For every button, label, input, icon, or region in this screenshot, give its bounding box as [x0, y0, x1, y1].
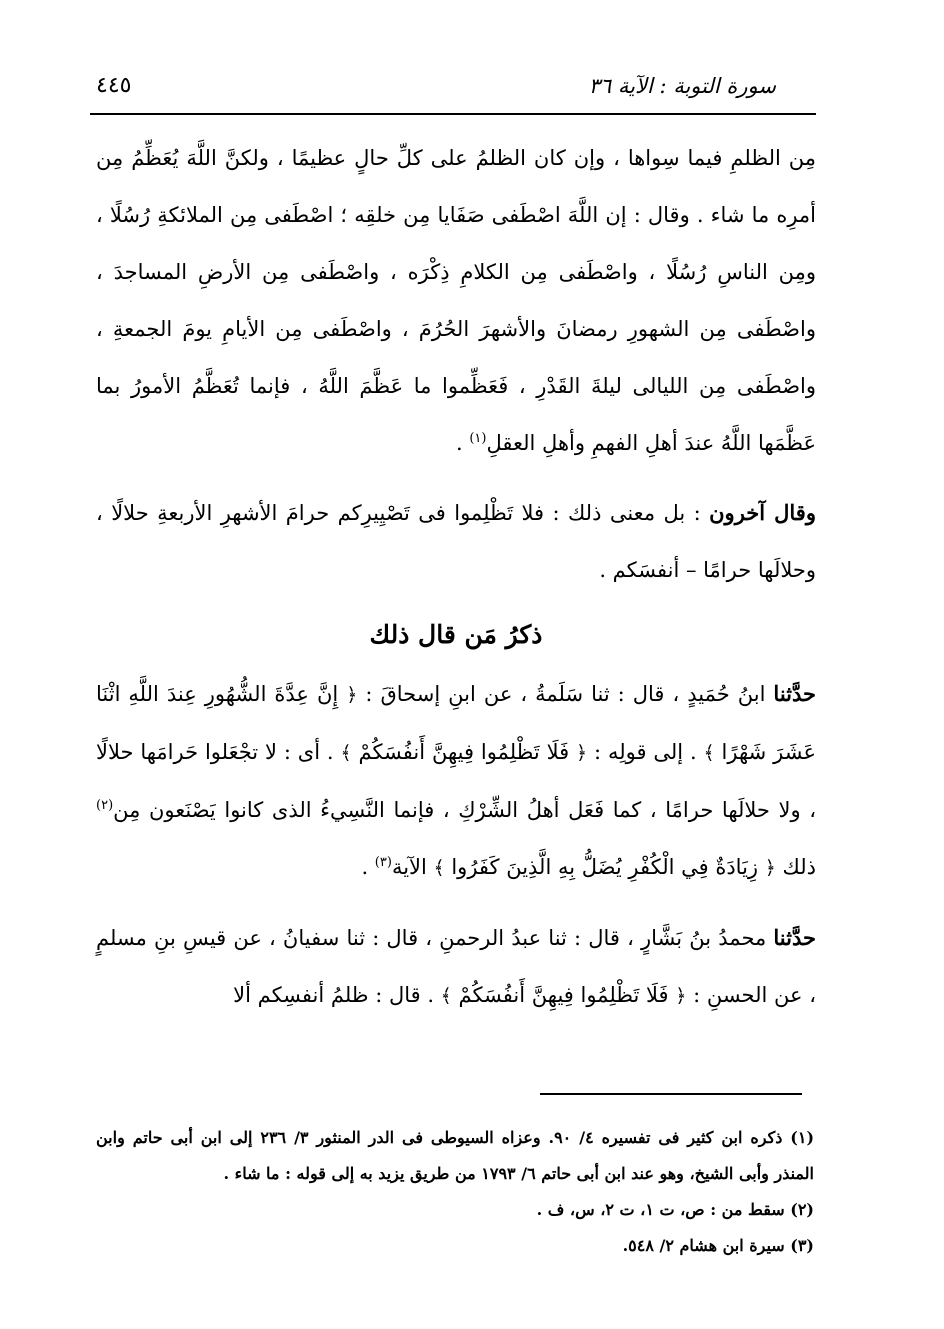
quran-close-bracket: ﴾: [433, 857, 445, 879]
quran-verse-1: إِنَّ عِدَّةَ الشُّهُورِ عِندَ اللَّهِ اثْنَا عَشَرَ شَهْرًا: [96, 682, 816, 764]
page-header: [96, 66, 816, 106]
section-heading: ذكرُ مَن قال ذلك: [369, 620, 543, 649]
hadith-1: [96, 665, 816, 897]
paragraph-2-lead: وقال آخرون: [709, 500, 816, 525]
running-title: سورة التوبة : الآية ٣٦: [588, 74, 776, 98]
hadith-2-lead: حدَّثنا: [773, 925, 816, 950]
footnote-3: (٣) سيرة ابن هشام ٢/ ٥٤٨.: [622, 1236, 814, 1255]
hadith-1-text-5: الآية: [391, 855, 434, 879]
hadith-1-text-4: ذلك: [775, 855, 816, 879]
hadith-2-text-1: محمدُ بنُ بَشَّارٍ ، قال : ثنا عبدُ الرحمنِ ، قال : ثنا سفيانُ ، عن قيسِ بنِ مسلمٍ ، عن الحسنِ :: [96, 926, 816, 1007]
footnotes: [96, 1120, 814, 1264]
paragraph-1: [96, 130, 816, 472]
quran-verse-2: فَلَا تَظْلِمُوا فِيهِنَّ أَنفُسَكُمْ: [351, 740, 577, 764]
quran-verse-3: زِيَادَةٌ فِي الْكُفْرِ يُضَلُّ بِهِ الَّذِينَ كَفَرُوا: [444, 855, 765, 879]
hadith-1-text-3: . أى : لا تجْعَلوا حَرامَها حلالًا ، ولا حلالَها حرامًا ، كما فَعَل أهلُ الشِّرْكِ ، فإنما النَّسِيءُ الذى كانوا يَصْنَعون مِن: [96, 740, 816, 822]
paragraph-1-end: .: [455, 431, 470, 455]
header-divider: [90, 113, 816, 115]
footnote-1: (١) ذكره ابن كثير فى تفسيره ٤/ ٩٠. وعزاه السيوطى فى الدر المنثور ٣/ ٢٣٦ إلى ابن أبى حاتم وابن المنذر وأبى الشيخ، وهو عند ابن أبى حاتم ٦/ ١٧٩٣ من طريق يزيد به إلى قوله : ما شاء .: [96, 1128, 815, 1183]
quran-open-bracket: ﴿: [675, 985, 687, 1007]
hadith-1-text-2: . إلى قولِه :: [587, 740, 704, 764]
paragraph-2-text: : بل معنى ذلك : فلا تَظْلِموا فى تَصْيِيرِكم حرامَ الأشهرِ الأربعةِ حلالًا ، وحلالَها حرامًا – أنفسَكم .: [96, 501, 816, 582]
quran-verse-4: فَلَا تَظْلِمُوا فِيهِنَّ أَنفُسَكُمْ: [451, 983, 676, 1007]
footnote-ref-3: (٣): [374, 855, 392, 870]
paragraph-2: [96, 484, 816, 599]
footnote-ref-1: (١): [469, 431, 487, 446]
page-number: ٤٤٥: [96, 73, 132, 98]
footnote-ref-2: (٢): [96, 798, 114, 813]
main-text: [96, 130, 816, 1025]
hadith-1-lead: حدَّثنا: [773, 681, 817, 706]
quran-open-bracket: ﴿: [576, 742, 588, 764]
quran-close-bracket: ﴾: [440, 985, 452, 1007]
footnote-divider: [540, 1093, 802, 1095]
footnote-2: (٢) سقط من : ص، ت ١، ت ٢، س، ف .: [536, 1200, 814, 1219]
paragraph-1-text: مِن الظلمِ فيما سِواها ، وإن كان الظلمُ على كلِّ حالٍ عظيمًا ، ولكنَّ اللَّهَ يُعَظِّمُ مِن أمرِه ما شاء . وقال : إن اللَّهَ اصْطَفى صَفَايا مِن خلقِه ؛ اصْطَفى مِن الملائكةِ رُسُلًا ، ومِن الناسِ رُسُلًا ، واصْطَفى مِن الكلامِ ذِكْرَه ، واصْطَفى مِن الأرضِ المساجدَ ، واصْطَفى مِن الشهورِ رمضانَ والأشهرَ الحُرُمَ ، واصْطَفى مِن الأيامِ يومَ الجمعةِ ، واصْطَفى مِن الليالى ليلةَ القَدْرِ ، فَعَظِّموا ما عَظَّمَ اللَّهُ ، فإنما تُعَظَّمُ الأمورُ بما عَظَّمَها اللَّهُ عندَ أهلِ الفهمِ وأهلِ العقلِ: [96, 146, 816, 455]
quran-open-bracket: ﴿: [764, 857, 776, 879]
hadith-1-text-1: ابنُ حُمَيدٍ ، قال : ثنا سَلَمةُ ، عن ابنِ إسحاقَ :: [357, 682, 774, 706]
hadith-2: [96, 909, 816, 1025]
hadith-2-text-2: . قال : ظلمُ أنفسِكم ألا: [233, 983, 441, 1007]
quran-close-bracket: ﴾: [340, 742, 352, 764]
quran-open-bracket: ﴿: [346, 684, 358, 706]
hadith-1-text-6: .: [361, 855, 375, 879]
quran-close-bracket: ﴾: [703, 742, 715, 764]
